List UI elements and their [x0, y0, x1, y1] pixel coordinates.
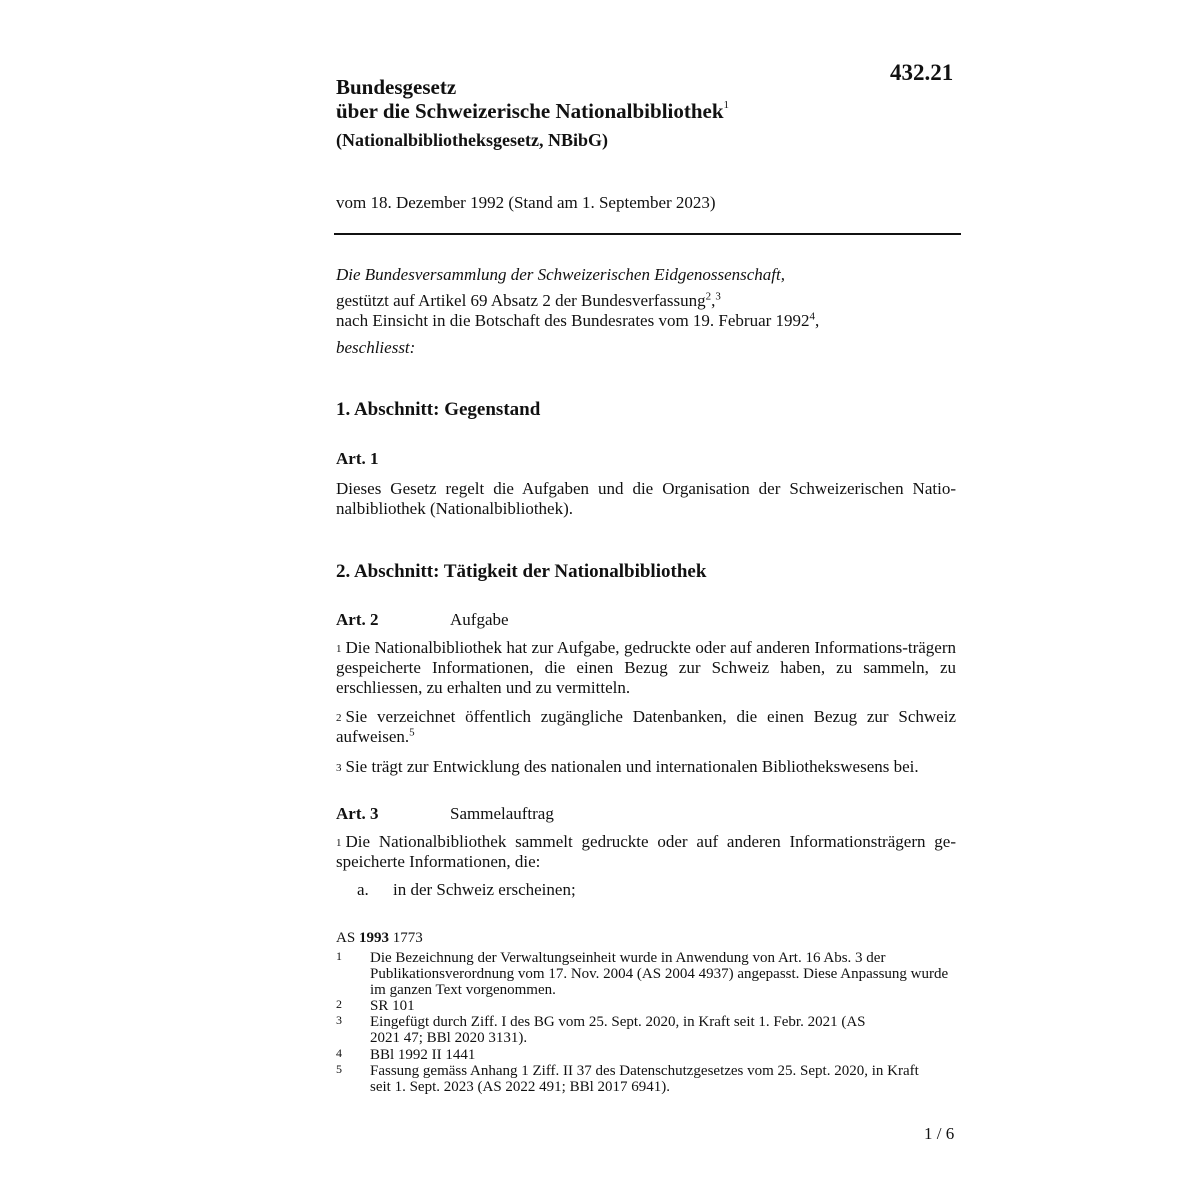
preamble-line-3-text: nach Einsicht in die Botschaft des Bundesrates vom 19. Februar 1992	[336, 311, 810, 330]
art-1-text-content: Dieses Gesetz regelt die Aufgaben und die Organisation der Schweizerischen Natio-nalbibliothek (Nationalbibliothek).	[336, 479, 956, 518]
preamble-line-2-text: gestützt auf Artikel 69 Absatz 2 der Bundesverfassung	[336, 291, 706, 310]
footnote-text: Eingefügt durch Ziff. I des BG vom 25. Sept. 2020, in Kraft seit 1. Febr. 2021 (AS 2021 47; BBl 2020 3131).	[370, 1014, 866, 1046]
title-short: (Nationalbibliotheksgesetz, NBibG)	[336, 130, 609, 150]
art-3-label: Art. 3	[336, 804, 379, 823]
art-2-para-2-text: Sie verzeichnet öffentlich zugängliche Datenbanken, die einen Bezug zur Schweiz aufweisen.	[336, 707, 956, 746]
para-number: 2	[336, 712, 342, 724]
preamble-line-4: beschliesst:	[336, 338, 416, 357]
art-2-title: Aufgabe	[450, 610, 509, 629]
list-marker: a.	[357, 880, 369, 899]
preamble-line-1: Die Bundesversammlung der Schweizerischen Eidgenossenschaft,	[336, 265, 785, 284]
footnote-number: 3	[336, 1013, 342, 1027]
para-number: 1	[336, 837, 342, 849]
art-2-para-1-text: Die Nationalbibliothek hat zur Aufgabe, gedruckte oder auf anderen Informations-trägern gespeicherte Informationen, die einen Bezug zur Schweiz haben, zu sammeln, zu erschliessen, zu erhalten und zu vermitteln.	[336, 638, 956, 697]
preamble-line-3	[336, 311, 819, 331]
as-prefix: AS	[336, 930, 356, 946]
preamble-line-2	[336, 291, 721, 311]
art-2-label: Art. 2	[336, 610, 379, 629]
footnote-ref-4[interactable]: 4	[809, 310, 816, 323]
footnote-text: SR 101	[370, 998, 415, 1014]
footnote-text: Fassung gemäss Anhang 1 Ziff. II 37 des Datenschutzgesetzes vom 25. Sept. 2020, in Kraft seit 1. Sept. 2023 (AS 2022 491; BBl 2017 6941).	[370, 1063, 919, 1095]
footnote-number: 4	[336, 1046, 342, 1060]
footnote-number: 1	[336, 949, 342, 963]
preamble-line-3-end: ,	[815, 311, 820, 330]
art-1-label: Art. 1	[336, 449, 379, 468]
art-3-para-1	[336, 832, 956, 872]
footnote-ref-3[interactable]: 3	[715, 290, 721, 303]
as-page: 1773	[392, 930, 423, 946]
preamble-comma: ,	[711, 291, 716, 310]
footnote-text: Die Bezeichnung der Verwaltungseinheit wurde in Anwendung von Art. 16 Abs. 3 der Publikationsverordnung vom 17. Nov. 2004 (AS 2004 4937) angepasst. Diese Anpassung wurde im ganzen Text vorgenommen.	[370, 950, 949, 998]
title-line-1: Bundesgesetz	[336, 75, 457, 99]
art-2-para-2	[336, 707, 956, 747]
page-number: 1 / 6	[924, 1124, 955, 1143]
official-collection-ref	[336, 930, 423, 947]
art-1-text	[336, 479, 956, 519]
footnote-ref-2[interactable]: 2	[705, 290, 712, 303]
art-3-para-1-text: Die Nationalbibliothek sammelt gedruckte oder auf anderen Informationsträgern ge-speicherte Informationen, die:	[336, 832, 956, 871]
sr-number: 432.21	[890, 60, 954, 85]
list-item-text: in der Schweiz erscheinen;	[393, 880, 576, 899]
art-3-title: Sammelauftrag	[450, 804, 554, 823]
title-line-2-text: über die Schweizerische Nationalbibliothek	[336, 99, 724, 123]
title-line-2	[336, 99, 729, 124]
art-2-para-3	[336, 757, 956, 777]
footnote-text: BBl 1992 II 1441	[370, 1047, 476, 1063]
footnote-ref-5[interactable]: 5	[409, 726, 415, 739]
as-year: 1993	[358, 930, 389, 946]
section-1-heading: 1. Abschnitt: Gegenstand	[336, 399, 541, 420]
footnote-ref-1[interactable]: 1	[723, 99, 730, 111]
header-divider	[334, 233, 961, 235]
section-2-heading: 2. Abschnitt: Tätigkeit der Nationalbibliothek	[336, 561, 707, 582]
footnote-number: 2	[336, 997, 342, 1011]
art-2-para-3-text: Sie trägt zur Entwicklung des nationalen und internationalen Bibliothekswesens bei.	[345, 757, 919, 776]
art-2-para-1	[336, 638, 956, 698]
enactment-date: vom 18. Dezember 1992 (Stand am 1. September 2023)	[336, 193, 716, 212]
footnote-number: 5	[336, 1062, 342, 1076]
para-number: 1	[336, 643, 342, 655]
para-number: 3	[336, 762, 342, 774]
